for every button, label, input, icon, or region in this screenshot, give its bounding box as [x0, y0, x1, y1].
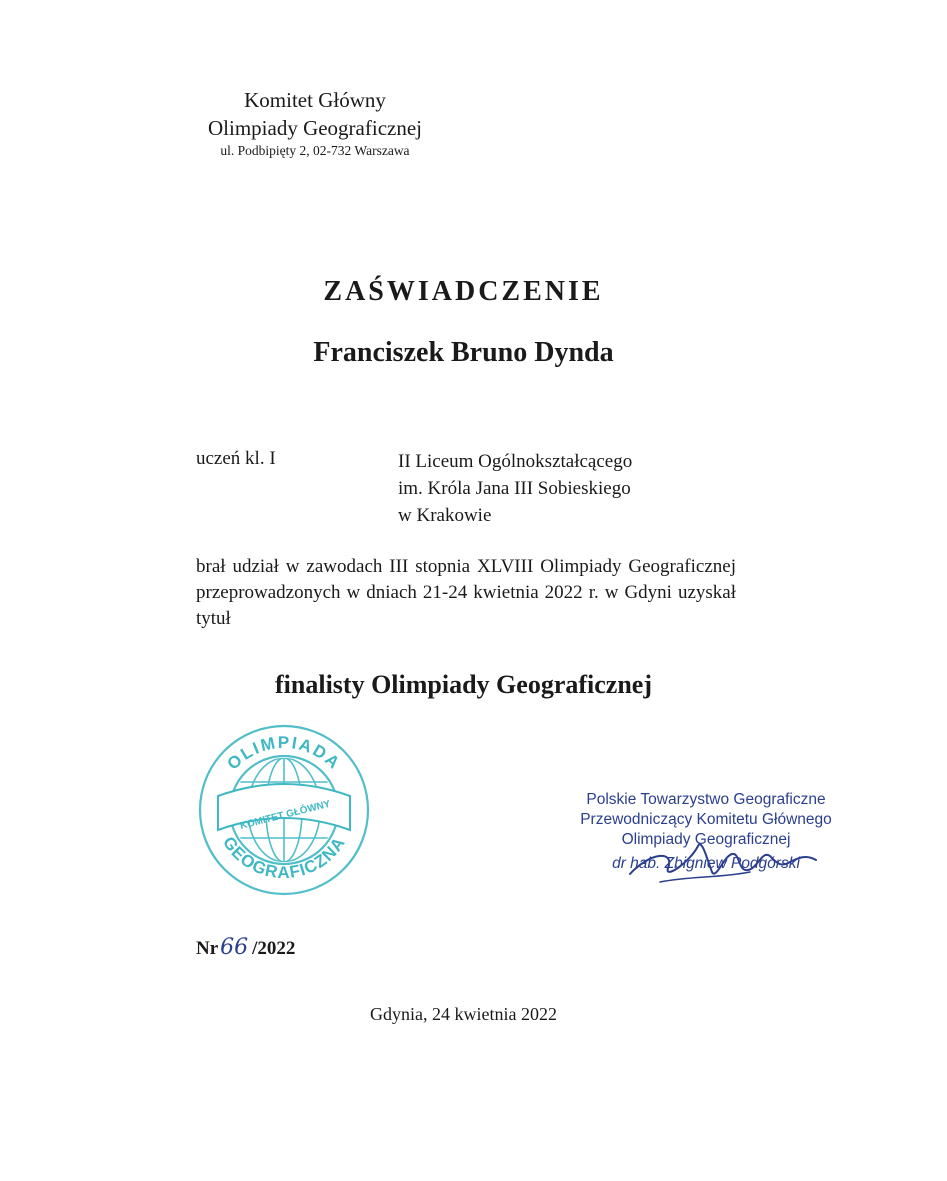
student-class-label: uczeń kl. I	[196, 448, 276, 469]
issuer-name-line2: Olimpiady Geograficznej	[208, 116, 422, 140]
award-title: finalisty Olimpiady Geograficznej	[275, 670, 652, 699]
document-title: ZAŚWIADCZENIE	[323, 276, 604, 307]
recipient-name: Franciszek Bruno Dynda	[313, 337, 614, 368]
signature-org-line: Polskie Towarzystwo Geograficzne	[586, 791, 826, 808]
school-line: II Liceum Ogólnokształcącego	[398, 451, 633, 472]
number-prefix: Nr	[196, 938, 219, 959]
stamp-bottom-text: GEOGRAFICZNA	[218, 833, 350, 882]
number-suffix: /2022	[252, 938, 296, 959]
issuer-header	[170, 86, 460, 160]
school-name	[398, 448, 632, 529]
olympiad-seal-stamp	[196, 722, 372, 898]
school-line: w Krakowie	[398, 505, 492, 526]
participation-text: brał udział w zawodach III stopnia XLVIII Olimpiady Geograficznej przeprowadzonych w dniach 21-24 kwietnia 2022 r. w Gdyni uzyskał tytuł	[196, 556, 736, 629]
signature-committee-line: Olimpiady Geograficznej	[621, 831, 791, 848]
stamp-top-text: OLIMPIADA	[223, 732, 345, 774]
certificate-number	[196, 935, 295, 960]
issuer-address: ul. Podbipięty 2, 02-732 Warszawa	[220, 143, 410, 158]
number-value: 66	[220, 935, 249, 960]
school-line: im. Króla Jana III Sobieskiego	[398, 478, 631, 499]
signer-name: dr hab. Zbigniew Podgórski	[612, 855, 800, 872]
issuer-name-line1: Komitet Główny	[244, 88, 386, 112]
stamp-band-text: KOMITET GŁÓWNY	[238, 798, 332, 832]
place-and-date: Gdynia, 24 kwietnia 2022	[370, 1004, 557, 1024]
handwritten-signature	[620, 832, 840, 892]
signature-role-line: Przewodniczący Komitetu Głównego	[580, 811, 832, 828]
